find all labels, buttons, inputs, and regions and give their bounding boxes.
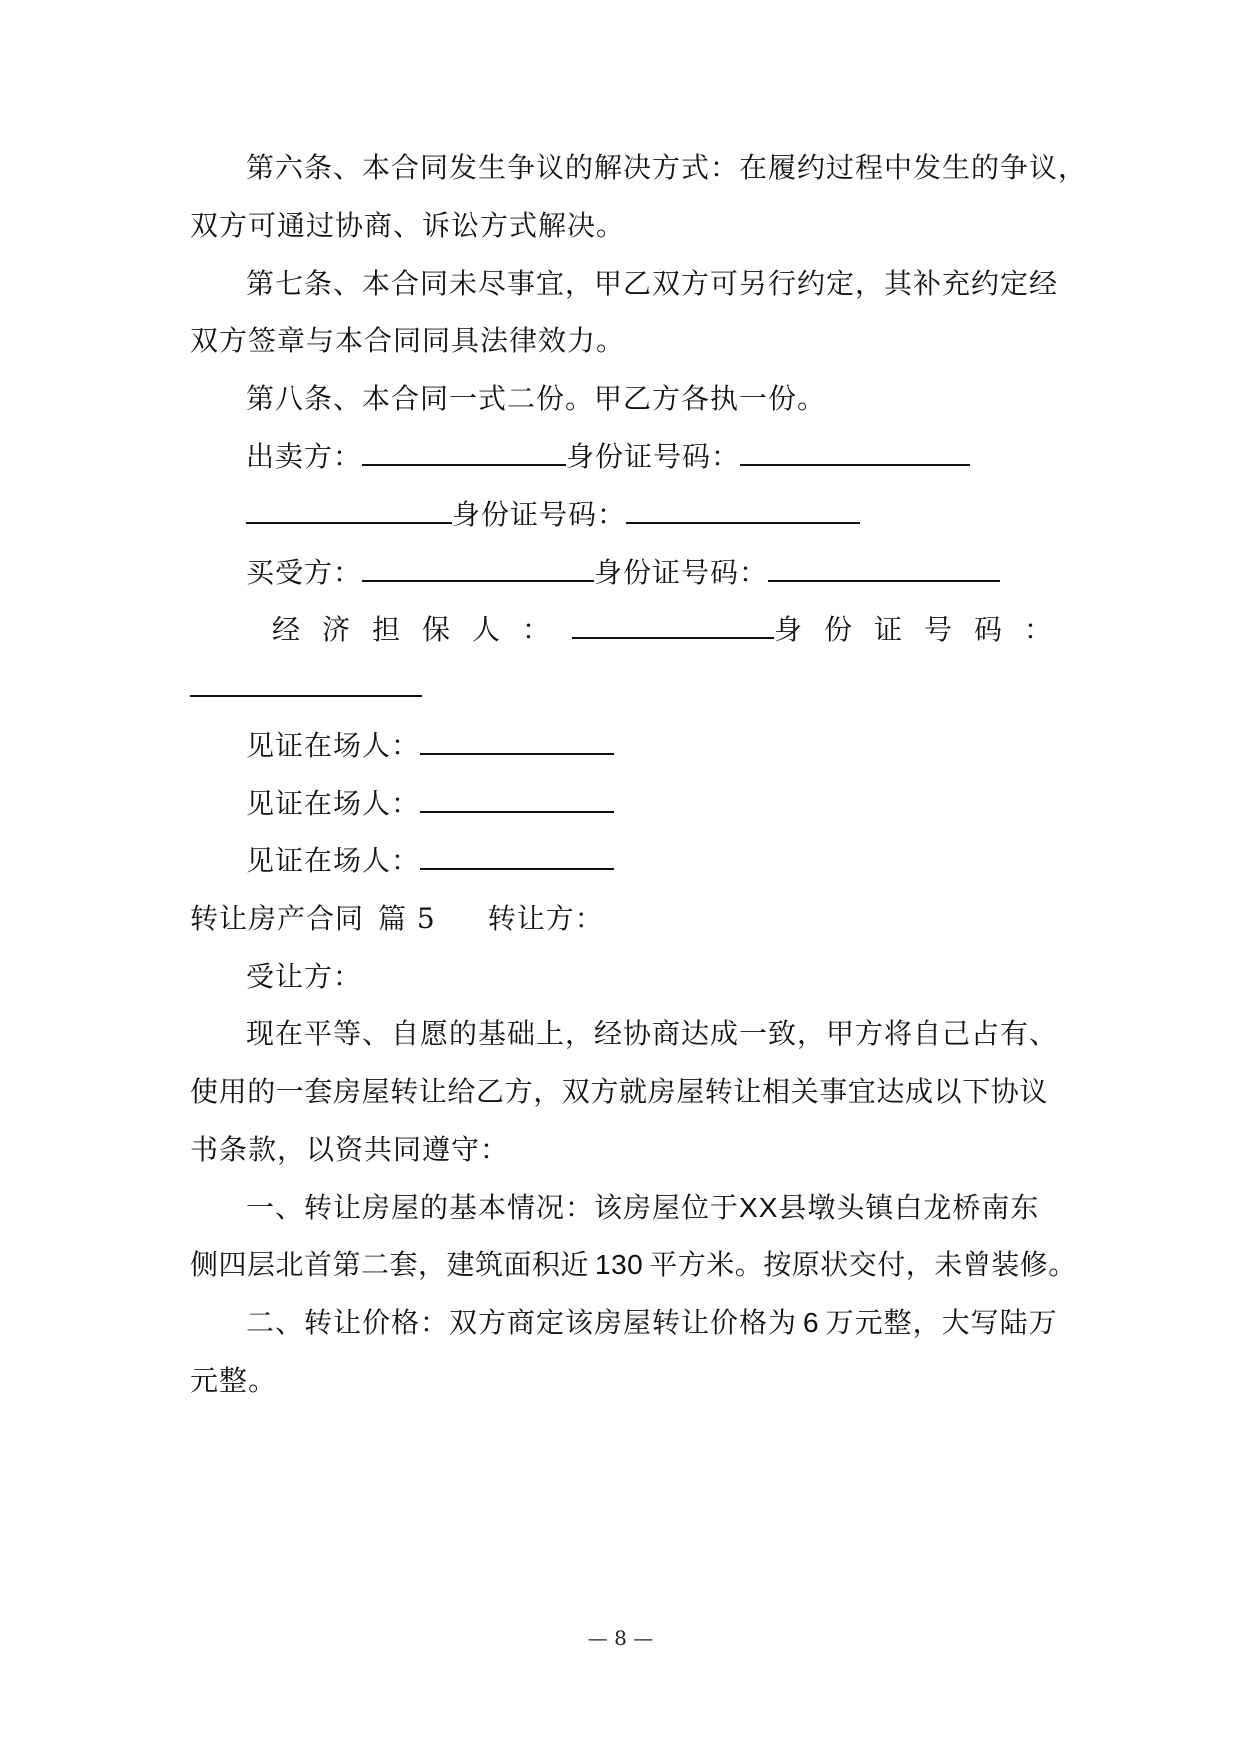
witness-blank-3 <box>420 844 614 870</box>
seller-row <box>246 439 1052 475</box>
guarantor-label: 经济担保人： <box>272 613 573 646</box>
guarantor-id-label: 身份证号码： <box>773 613 1074 646</box>
seller-label: 出卖方： <box>246 440 363 473</box>
section-number: 篇 5 <box>378 902 436 935</box>
para3-l1-a: 二、转让价格：双方商定该房屋转让价格为 <box>246 1306 798 1339</box>
section-heading-row <box>190 901 1052 937</box>
para2-l1-b: XX <box>739 1192 779 1223</box>
seller2-id-blank <box>626 498 860 524</box>
para3-line-2: 元整。 <box>190 1364 278 1397</box>
para2-l1-a: 一、转让房屋的基本情况：该房屋位于 <box>246 1191 740 1224</box>
seller-id-blank <box>740 440 970 466</box>
seller2-name-blank <box>246 498 452 524</box>
seller2-id-label: 身份证号码： <box>452 498 627 531</box>
guarantor-row-wrap <box>190 670 1052 706</box>
para2-l1-c: 县墩头镇白龙桥南东 <box>778 1191 1040 1224</box>
witness-blank-2 <box>420 787 614 813</box>
para2-l2-b: 130 <box>595 1249 644 1280</box>
article-7-line-1: 第七条、本合同未尽事宜，甲乙双方可另行约定，其补充约定经 <box>246 267 1059 300</box>
para2-l2-c: 平方米。按原状交付，未曾装修。 <box>649 1248 1077 1281</box>
para3-line-1 <box>246 1305 1058 1341</box>
guarantor-row-inner <box>272 612 1074 648</box>
witness-label-1: 见证在场人： <box>246 729 421 762</box>
para1-line-2: 使用的一套房屋转让给乙方，双方就房屋转让相关事宜达成以下协议 <box>190 1075 1049 1108</box>
buyer-id-blank <box>768 556 1000 582</box>
witness-row-1 <box>246 728 1052 764</box>
para1-line-1: 现在平等、自愿的基础上，经协商达成一致，甲方将自己占有、 <box>246 1017 1059 1050</box>
para2-line-2 <box>190 1247 1077 1283</box>
para2-l2-a: 侧四层北首第二套，建筑面积近 <box>190 1248 590 1281</box>
para3-l1-b: 6 <box>803 1307 820 1338</box>
witness-row-2 <box>246 786 1052 822</box>
guarantor-id-blank <box>190 671 422 697</box>
transferee-label: 受让方： <box>246 960 363 993</box>
article-6-line-2: 双方可通过协商、诉讼方式解决。 <box>190 209 626 242</box>
para2-line-1 <box>246 1190 1052 1226</box>
witness-row-3 <box>246 843 1052 879</box>
buyer-label: 买受方： <box>246 556 363 589</box>
page-number: — 8 — <box>587 1626 654 1650</box>
witness-blank-1 <box>420 729 614 755</box>
section-heading: 转让房产合同 <box>190 902 365 935</box>
guarantor-name-blank <box>572 613 774 639</box>
article-7-line-2: 双方签章与本合同同具法律效力。 <box>190 324 626 357</box>
para3-l1-c: 万元整，大写陆万 <box>825 1306 1058 1339</box>
buyer-row <box>246 555 1052 591</box>
transferor-label: 转让方： <box>487 902 604 935</box>
article-6-line-1: 第六条、本合同发生争议的解决方式：在履约过程中发生的争议， <box>246 151 1088 184</box>
para1-line-3: 书条款，以资共同遵守： <box>190 1133 510 1166</box>
seller-id-label: 身份证号码： <box>566 440 741 473</box>
guarantor-row <box>272 612 1074 648</box>
witness-label-3: 见证在场人： <box>246 844 421 877</box>
witness-label-2: 见证在场人： <box>246 787 421 820</box>
buyer-id-label: 身份证号码： <box>594 556 769 589</box>
seller-name-blank <box>362 440 566 466</box>
buyer-name-blank <box>362 556 594 582</box>
seller-second-row <box>246 497 1052 533</box>
article-8-line: 第八条、本合同一式二份。甲乙方各执一份。 <box>246 382 827 415</box>
